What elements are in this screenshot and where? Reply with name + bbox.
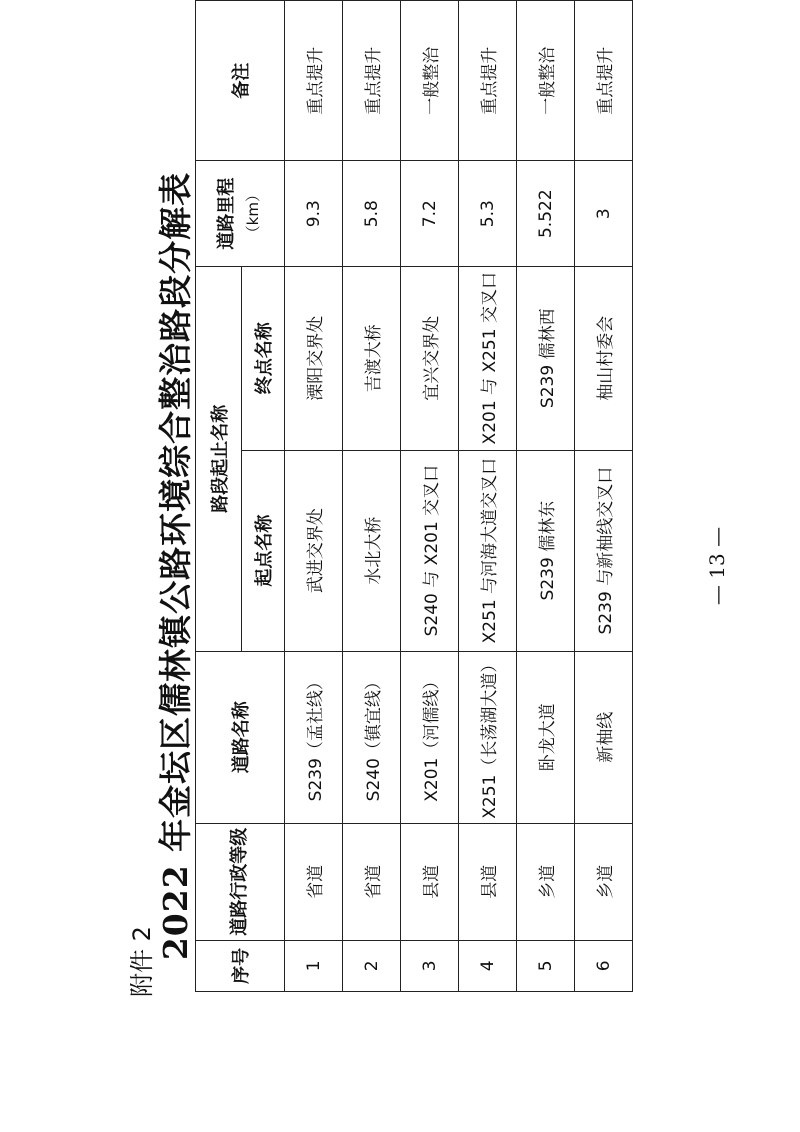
header-level: 道路行政等级 bbox=[196, 823, 285, 940]
cell-level: 乡道 bbox=[517, 823, 575, 940]
cell-road: S239（孟社线） bbox=[285, 651, 343, 823]
cell-road: X201（河儒线） bbox=[401, 651, 459, 823]
table-header-row bbox=[196, 1, 242, 992]
cell-end: 溧阳交界处 bbox=[285, 266, 343, 450]
cell-index: 2 bbox=[343, 940, 401, 991]
document-title: 2022 年金坛区儒林镇公路环境综合整治路段分解表 bbox=[156, 171, 195, 961]
cell-end: X201 与 X251 交叉口 bbox=[459, 266, 517, 450]
cell-index: 5 bbox=[517, 940, 575, 991]
cell-km: 3 bbox=[575, 161, 633, 266]
cell-remark: 一般整治 bbox=[517, 1, 575, 161]
header-section: 路段起止名称 bbox=[196, 266, 242, 651]
cell-level: 县道 bbox=[459, 823, 517, 940]
cell-end: 宜兴交界处 bbox=[401, 266, 459, 450]
cell-km: 5.8 bbox=[343, 161, 401, 266]
cell-remark: 重点提升 bbox=[285, 1, 343, 161]
table-row bbox=[517, 1, 575, 992]
cell-level: 省道 bbox=[343, 823, 401, 940]
cell-start: 武进交界处 bbox=[285, 450, 343, 651]
page-number: — 13 — bbox=[705, 526, 729, 606]
cell-road: 新柚线 bbox=[575, 651, 633, 823]
header-index: 序号 bbox=[196, 940, 285, 991]
cell-start: S239 儒林东 bbox=[517, 450, 575, 651]
header-remark: 备注 bbox=[196, 1, 285, 161]
cell-end: 柚山村委会 bbox=[575, 266, 633, 450]
cell-index: 1 bbox=[285, 940, 343, 991]
cell-index: 3 bbox=[401, 940, 459, 991]
header-road-name: 道路名称 bbox=[196, 651, 285, 823]
cell-road: X251（长荡湖大道） bbox=[459, 651, 517, 823]
attachment-label: 附件 2 bbox=[128, 926, 156, 997]
cell-km: 9.3 bbox=[285, 161, 343, 266]
cell-level: 县道 bbox=[401, 823, 459, 940]
cell-km: 5.3 bbox=[459, 161, 517, 266]
cell-km: 5.522 bbox=[517, 161, 575, 266]
cell-index: 6 bbox=[575, 940, 633, 991]
cell-start: S239 与新柚线交叉口 bbox=[575, 450, 633, 651]
cell-km: 7.2 bbox=[401, 161, 459, 266]
table-row bbox=[401, 1, 459, 992]
header-mileage-line2: （km） bbox=[244, 187, 262, 241]
cell-remark: 一般整治 bbox=[401, 1, 459, 161]
cell-end: S239 儒林西 bbox=[517, 266, 575, 450]
cell-start: X251 与河海大道交叉口 bbox=[459, 450, 517, 651]
header-mileage bbox=[196, 161, 285, 266]
cell-level: 省道 bbox=[285, 823, 343, 940]
table-row bbox=[459, 1, 517, 992]
cell-road: 卧龙大道 bbox=[517, 651, 575, 823]
table-row bbox=[285, 1, 343, 992]
cell-index: 4 bbox=[459, 940, 517, 991]
cell-start: S240 与 X201 交叉口 bbox=[401, 450, 459, 651]
cell-remark: 重点提升 bbox=[575, 1, 633, 161]
cell-start: 水北大桥 bbox=[343, 450, 401, 651]
table-row bbox=[575, 1, 633, 992]
road-section-table bbox=[195, 0, 633, 992]
cell-road: S240（镇宜线） bbox=[343, 651, 401, 823]
header-mileage-line1: 道路里程 bbox=[216, 177, 237, 250]
cell-end: 吉渡大桥 bbox=[343, 266, 401, 450]
header-end: 终点名称 bbox=[242, 266, 285, 450]
cell-remark: 重点提升 bbox=[343, 1, 401, 161]
header-start: 起点名称 bbox=[242, 450, 285, 651]
cell-remark: 重点提升 bbox=[459, 1, 517, 161]
table-row bbox=[343, 1, 401, 992]
cell-level: 乡道 bbox=[575, 823, 633, 940]
